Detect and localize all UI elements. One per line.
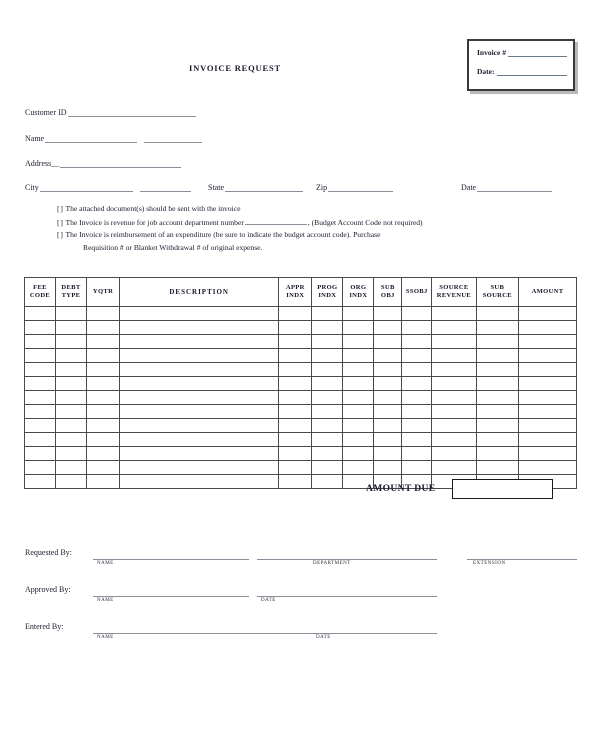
- signature-sublabel: NAME: [97, 598, 114, 603]
- column-header-amount: [519, 278, 577, 307]
- table-cell[interactable]: [312, 377, 343, 391]
- table-cell[interactable]: [87, 335, 120, 349]
- table-cell[interactable]: [374, 461, 402, 475]
- table-cell[interactable]: [87, 349, 120, 363]
- table-cell[interactable]: [279, 321, 312, 335]
- column-header-line1: FEE: [33, 283, 47, 291]
- address-label: Address__: [25, 159, 60, 168]
- city-label: City: [25, 183, 39, 192]
- table-cell[interactable]: [402, 447, 432, 461]
- table-cell[interactable]: [25, 419, 56, 433]
- table-cell[interactable]: [343, 447, 374, 461]
- table-cell[interactable]: [279, 461, 312, 475]
- table-cell[interactable]: [120, 475, 279, 489]
- table-cell[interactable]: [519, 349, 577, 363]
- amount-due-label: AMOUNT DUE: [366, 484, 436, 494]
- invoice-date-label: Date:: [477, 67, 495, 76]
- column-header-line2: INDX: [349, 292, 368, 299]
- column-header-line2: INDX: [318, 292, 337, 299]
- table-cell[interactable]: [120, 307, 279, 321]
- address-input[interactable]: [60, 158, 181, 168]
- table-cell[interactable]: [476, 447, 518, 461]
- signature-row-entered-by: [25, 622, 577, 659]
- signature-input-name[interactable]: [93, 559, 249, 560]
- date-label: Date: [461, 183, 477, 192]
- signature-input-date[interactable]: [257, 596, 437, 597]
- customer-id-input[interactable]: [68, 107, 196, 117]
- table-cell[interactable]: [25, 335, 56, 349]
- table-cell[interactable]: [432, 349, 476, 363]
- table-cell[interactable]: [56, 475, 87, 489]
- signature-input-department[interactable]: [257, 559, 437, 560]
- table-cell[interactable]: [279, 447, 312, 461]
- instruction-3-continuation: Requisition # or Blanket Withdrawal # of original expense.: [83, 242, 263, 252]
- table-cell[interactable]: [25, 349, 56, 363]
- city-field: [25, 182, 191, 192]
- table-cell[interactable]: [312, 433, 343, 447]
- table-cell[interactable]: [56, 419, 87, 433]
- table-cell[interactable]: [312, 349, 343, 363]
- signature-sublabel: DATE: [261, 598, 276, 603]
- table-cell[interactable]: [432, 391, 476, 405]
- table-cell[interactable]: [87, 405, 120, 419]
- table-cell[interactable]: [25, 391, 56, 405]
- table-cell[interactable]: [25, 405, 56, 419]
- signature-sublabel: NAME: [97, 561, 114, 566]
- table-cell[interactable]: [402, 321, 432, 335]
- table-cell[interactable]: [312, 447, 343, 461]
- signature-sublabel: DEPARTMENT: [313, 561, 351, 566]
- table-cell[interactable]: [374, 447, 402, 461]
- invoice-number-input[interactable]: [508, 47, 567, 57]
- table-cell[interactable]: [56, 363, 87, 377]
- table-cell[interactable]: [432, 447, 476, 461]
- table-row: [25, 377, 577, 391]
- table-cell[interactable]: [120, 419, 279, 433]
- zip-label: Zip: [316, 183, 328, 192]
- column-header-line1: ORG: [350, 283, 367, 291]
- table-cell[interactable]: [343, 461, 374, 475]
- table-cell[interactable]: [312, 321, 343, 335]
- name-input[interactable]: [45, 133, 137, 143]
- table-cell[interactable]: [374, 433, 402, 447]
- address-field: [25, 158, 181, 168]
- table-cell[interactable]: [56, 307, 87, 321]
- table-cell[interactable]: [120, 363, 279, 377]
- instructions-list: [57, 203, 577, 254]
- signature-input-date[interactable]: [312, 633, 437, 634]
- invoice-date-input[interactable]: [497, 66, 568, 76]
- table-cell[interactable]: [312, 475, 343, 489]
- table-row: [25, 461, 577, 475]
- customer-id-field: [25, 107, 196, 117]
- table-cell[interactable]: [519, 461, 577, 475]
- department-number-input[interactable]: [245, 216, 307, 225]
- instruction-2-text-a: The Invoice is revenue for job account department number: [65, 217, 244, 227]
- table-cell[interactable]: [87, 377, 120, 391]
- table-cell[interactable]: [120, 447, 279, 461]
- instruction-line-3: [57, 229, 577, 242]
- zip-field: [316, 182, 393, 192]
- table-cell[interactable]: [343, 433, 374, 447]
- table-cell[interactable]: [374, 349, 402, 363]
- state-label: State: [208, 183, 224, 192]
- table-cell[interactable]: [120, 405, 279, 419]
- table-cell[interactable]: [279, 363, 312, 377]
- table-body: [25, 307, 577, 489]
- signature-input-name[interactable]: [93, 596, 249, 597]
- table-cell[interactable]: [312, 363, 343, 377]
- city-input-secondary[interactable]: [140, 182, 191, 192]
- column-header-line1: SUB: [490, 283, 505, 291]
- table-cell[interactable]: [476, 405, 518, 419]
- table-cell[interactable]: [476, 391, 518, 405]
- column-header-line2: AMOUNT: [531, 287, 564, 295]
- table-cell[interactable]: [343, 363, 374, 377]
- instruction-line-1: [57, 203, 577, 216]
- state-field: [208, 182, 303, 192]
- table-cell[interactable]: [279, 405, 312, 419]
- table-cell[interactable]: [432, 363, 476, 377]
- table-cell[interactable]: [402, 433, 432, 447]
- table-cell[interactable]: [343, 321, 374, 335]
- table-cell[interactable]: [25, 447, 56, 461]
- table-cell[interactable]: [120, 433, 279, 447]
- column-header-source: [476, 278, 518, 307]
- table-cell[interactable]: [476, 321, 518, 335]
- table-cell[interactable]: [519, 391, 577, 405]
- table-cell[interactable]: [25, 433, 56, 447]
- table-cell[interactable]: [25, 307, 56, 321]
- table-cell[interactable]: [120, 321, 279, 335]
- table-cell[interactable]: [402, 363, 432, 377]
- table-cell[interactable]: [519, 433, 577, 447]
- column-header-line1: SOURCE: [439, 283, 469, 291]
- column-header-ssobj: [402, 278, 432, 307]
- table-row: [25, 405, 577, 419]
- table-cell[interactable]: [56, 433, 87, 447]
- column-header-line2: SSOBJ: [405, 287, 428, 295]
- table-cell[interactable]: [402, 335, 432, 349]
- table-cell[interactable]: [120, 377, 279, 391]
- signature-input-extension[interactable]: [467, 559, 577, 560]
- column-header-revenue: [432, 278, 476, 307]
- table-row: [25, 433, 577, 447]
- column-header-obj: [374, 278, 402, 307]
- signature-row-approved-by: [25, 585, 577, 622]
- column-header-type: [56, 278, 87, 307]
- table-cell[interactable]: [402, 349, 432, 363]
- invoice-number-row: [477, 47, 573, 57]
- table-cell[interactable]: [56, 335, 87, 349]
- name-input-secondary[interactable]: [144, 133, 202, 143]
- table-cell[interactable]: [343, 349, 374, 363]
- table-cell[interactable]: [120, 349, 279, 363]
- table-cell[interactable]: [432, 405, 476, 419]
- table-cell[interactable]: [56, 447, 87, 461]
- instruction-3-text-a: The Invoice is reimbursement of an expenditure (be sure to indicate the budget account code). Purchase: [65, 230, 381, 240]
- zip-input[interactable]: [328, 182, 393, 192]
- table-cell[interactable]: [56, 405, 87, 419]
- table-cell[interactable]: [312, 419, 343, 433]
- table-row: [25, 447, 577, 461]
- table-cell[interactable]: [279, 433, 312, 447]
- invoice-date-row: [477, 66, 573, 76]
- table-row: [25, 349, 577, 363]
- checkbox-1[interactable]: [ ]: [57, 204, 63, 213]
- table-cell[interactable]: [519, 335, 577, 349]
- table-cell[interactable]: [56, 391, 87, 405]
- table-cell[interactable]: [432, 321, 476, 335]
- table-cell[interactable]: [87, 307, 120, 321]
- signature-input-name[interactable]: [93, 633, 313, 634]
- table-cell[interactable]: [25, 377, 56, 391]
- table-cell[interactable]: [56, 377, 87, 391]
- name-label: Name: [25, 134, 45, 143]
- table-cell[interactable]: [476, 461, 518, 475]
- state-input[interactable]: [225, 182, 303, 192]
- column-header-code: [25, 278, 56, 307]
- table-cell[interactable]: [87, 321, 120, 335]
- table-cell[interactable]: [402, 461, 432, 475]
- column-header-indx: [279, 278, 312, 307]
- column-header-yqtr: [87, 278, 120, 307]
- table-cell[interactable]: [279, 391, 312, 405]
- table-cell[interactable]: [402, 307, 432, 321]
- table-cell[interactable]: [374, 321, 402, 335]
- table-cell[interactable]: [374, 307, 402, 321]
- signature-block: [25, 548, 577, 659]
- table-cell[interactable]: [402, 405, 432, 419]
- checkbox-3[interactable]: [ ]: [57, 230, 63, 240]
- table-row: [25, 419, 577, 433]
- table-cell[interactable]: [87, 433, 120, 447]
- signature-row-requested-by: [25, 548, 577, 585]
- signature-label: Entered By:: [25, 622, 64, 631]
- table-cell[interactable]: [343, 307, 374, 321]
- instruction-2-text-b: , (Budget Account Code not required): [307, 217, 423, 227]
- table-cell[interactable]: [519, 447, 577, 461]
- table-cell[interactable]: [312, 307, 343, 321]
- table-cell[interactable]: [519, 419, 577, 433]
- date-input[interactable]: [477, 182, 552, 192]
- table-cell[interactable]: [476, 433, 518, 447]
- column-header-line2: REVENUE: [436, 292, 472, 299]
- table-header-row: [25, 278, 577, 307]
- column-header-line1: SUB: [380, 283, 395, 291]
- table-cell[interactable]: [279, 307, 312, 321]
- table-cell[interactable]: [476, 377, 518, 391]
- column-header-line2: CODE: [29, 292, 51, 299]
- column-header-indx: [343, 278, 374, 307]
- table-cell[interactable]: [120, 335, 279, 349]
- table-cell[interactable]: [519, 363, 577, 377]
- table-row: [25, 321, 577, 335]
- column-header-indx: [312, 278, 343, 307]
- table-cell[interactable]: [343, 391, 374, 405]
- table-cell[interactable]: [374, 391, 402, 405]
- table-row: [25, 391, 577, 405]
- table-cell[interactable]: [279, 335, 312, 349]
- table-cell[interactable]: [343, 405, 374, 419]
- instruction-1-text: The attached document(s) should be sent with the invoice: [65, 204, 241, 213]
- column-header-line2: YQTR: [92, 287, 114, 295]
- table-cell[interactable]: [25, 461, 56, 475]
- amount-due-input[interactable]: [452, 479, 553, 499]
- table-cell[interactable]: [279, 419, 312, 433]
- page-title: INVOICE REQUEST: [189, 63, 281, 73]
- table-cell[interactable]: [312, 405, 343, 419]
- checkbox-2[interactable]: [ ]: [57, 217, 63, 227]
- table-cell[interactable]: [374, 405, 402, 419]
- table-cell[interactable]: [374, 377, 402, 391]
- table-cell[interactable]: [56, 461, 87, 475]
- table-cell[interactable]: [374, 419, 402, 433]
- signature-label: Requested By:: [25, 548, 72, 557]
- table-cell[interactable]: [432, 433, 476, 447]
- table-cell[interactable]: [120, 391, 279, 405]
- table-cell[interactable]: [519, 307, 577, 321]
- table-cell[interactable]: [25, 363, 56, 377]
- table-cell[interactable]: [402, 391, 432, 405]
- table-cell[interactable]: [432, 461, 476, 475]
- table-cell[interactable]: [25, 321, 56, 335]
- column-header-line2: OBJ: [380, 292, 395, 299]
- column-header-line2: DESCRIPTION: [169, 287, 229, 296]
- table-cell[interactable]: [87, 391, 120, 405]
- table-cell[interactable]: [519, 405, 577, 419]
- table-cell[interactable]: [476, 307, 518, 321]
- table-row: [25, 335, 577, 349]
- table-cell[interactable]: [312, 335, 343, 349]
- column-header-line1: PROG: [317, 283, 338, 291]
- table-cell[interactable]: [402, 377, 432, 391]
- table-cell[interactable]: [120, 461, 279, 475]
- column-header-line1: APPR: [285, 283, 305, 291]
- table-cell[interactable]: [432, 377, 476, 391]
- table-cell[interactable]: [312, 391, 343, 405]
- signature-label: Approved By:: [25, 585, 71, 594]
- table-row: [25, 363, 577, 377]
- table-cell[interactable]: [279, 349, 312, 363]
- table-cell[interactable]: [343, 419, 374, 433]
- table-cell[interactable]: [56, 321, 87, 335]
- table-cell[interactable]: [519, 321, 577, 335]
- table-cell[interactable]: [87, 447, 120, 461]
- table-cell[interactable]: [476, 363, 518, 377]
- signature-sublabel: EXTENSION: [473, 561, 506, 566]
- column-header-line2: SOURCE: [482, 292, 512, 299]
- table-cell[interactable]: [476, 419, 518, 433]
- table-cell[interactable]: [279, 475, 312, 489]
- table-cell[interactable]: [476, 335, 518, 349]
- table-cell[interactable]: [87, 419, 120, 433]
- table-cell[interactable]: [279, 377, 312, 391]
- table-cell[interactable]: [476, 349, 518, 363]
- table-cell[interactable]: [432, 419, 476, 433]
- invoice-number-label: Invoice #: [477, 48, 506, 57]
- table-cell[interactable]: [374, 363, 402, 377]
- column-header-description: [120, 278, 279, 307]
- table-cell[interactable]: [87, 461, 120, 475]
- amount-due-section: [366, 479, 553, 499]
- name-field: [25, 133, 202, 143]
- table-cell[interactable]: [312, 461, 343, 475]
- city-input[interactable]: [40, 182, 133, 192]
- table-header: [25, 278, 577, 307]
- table-cell[interactable]: [519, 377, 577, 391]
- instruction-line-2: [57, 216, 577, 230]
- column-header-line1: DEBT: [61, 283, 81, 291]
- table-cell[interactable]: [56, 349, 87, 363]
- table-cell[interactable]: [432, 307, 476, 321]
- table-cell[interactable]: [374, 335, 402, 349]
- signature-sublabel: NAME: [97, 635, 114, 640]
- column-header-line2: TYPE: [61, 292, 81, 299]
- table-cell[interactable]: [432, 335, 476, 349]
- table-cell[interactable]: [343, 377, 374, 391]
- column-header-line2: INDX: [286, 292, 305, 299]
- table-cell[interactable]: [87, 363, 120, 377]
- table-cell[interactable]: [25, 475, 56, 489]
- invoice-number-date-box: [467, 39, 575, 91]
- table-cell[interactable]: [402, 419, 432, 433]
- table-cell[interactable]: [343, 335, 374, 349]
- table-row: [25, 307, 577, 321]
- line-items-table: [24, 277, 577, 489]
- signature-sublabel: DATE: [316, 635, 331, 640]
- table-cell[interactable]: [87, 475, 120, 489]
- date-field: [461, 182, 552, 192]
- customer-id-label: Customer ID: [25, 108, 67, 117]
